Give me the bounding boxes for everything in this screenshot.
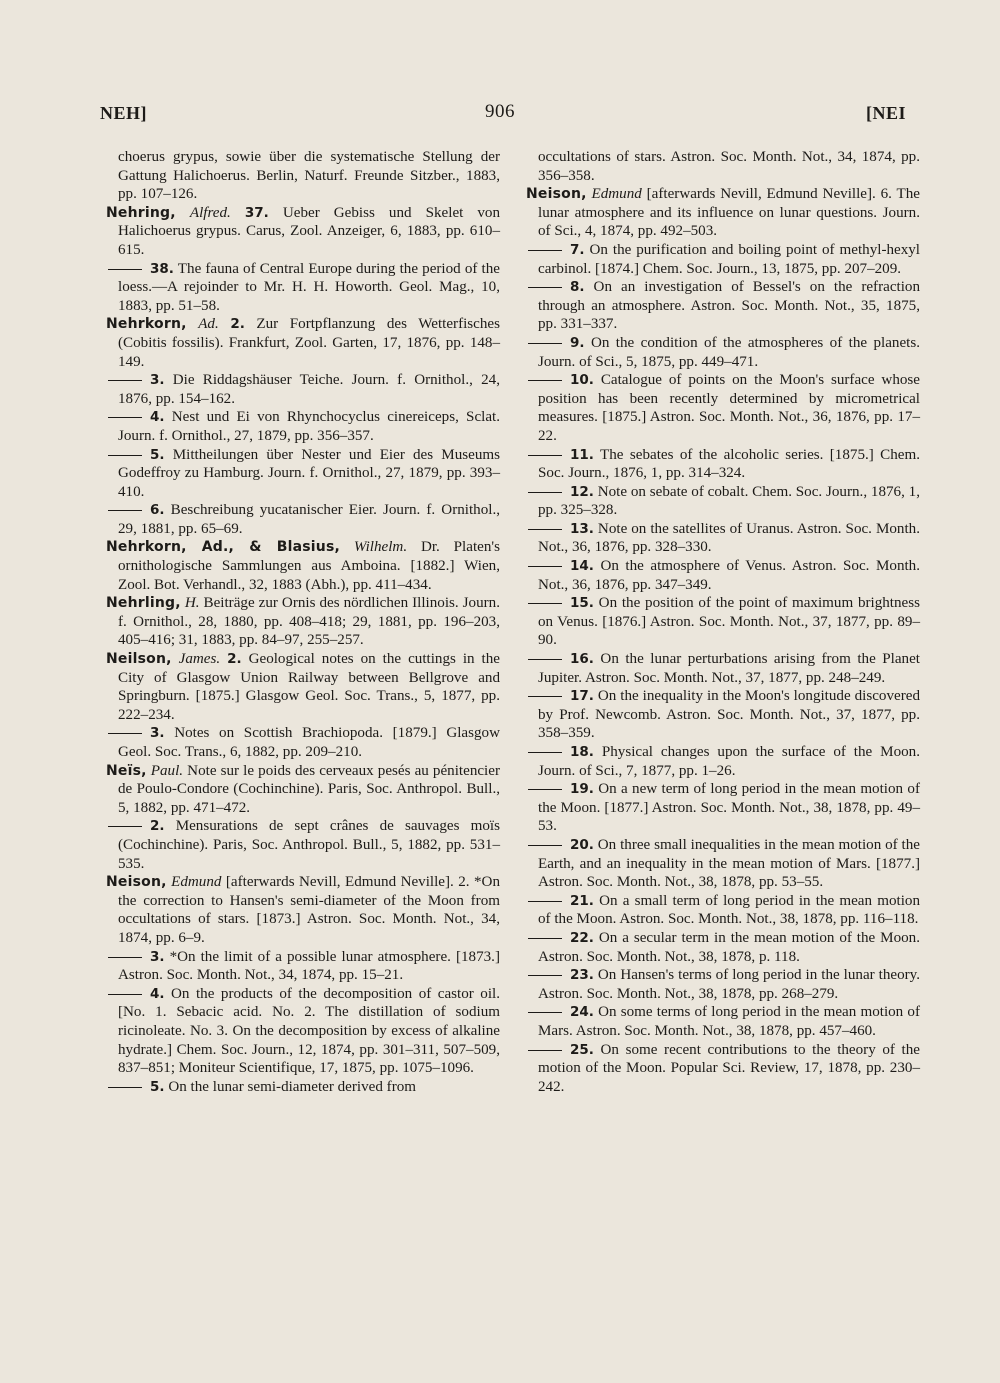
author-name: Nehring, <box>106 204 176 221</box>
bibliography-entry <box>526 836 920 892</box>
author-name: Nehrkorn, <box>106 316 187 333</box>
bibliography-entry <box>106 204 500 260</box>
ditto-dash <box>528 529 562 530</box>
entry-text: Zur Fortpflanzung des Wetterfisches (Cobitis fossilis). Frankfurt, Zool. Garten, 17, 1876, pp. 148–149. <box>118 316 500 370</box>
entry-text: Geological notes on the cuttings in the City of Glasgow Union Railway between Bellgrove and Springburn. [1875.] Glasgow Geol. Soc. Trans., 5, 1877, pp. 222–234. <box>118 651 500 723</box>
ditto-dash <box>108 1087 142 1088</box>
bibliography-entry <box>106 724 500 761</box>
author-name: Neilson, <box>106 651 172 668</box>
ditto-dash <box>528 566 562 567</box>
ditto-dash <box>528 1012 562 1013</box>
author-name: Nehrkorn, Ad., & Blasius, <box>106 539 341 556</box>
ditto-dash <box>528 343 562 344</box>
entry-text: Beiträge zur Ornis des nördlichen Illinois. Journ. f. Ornithol., 28, 1880, pp. 408–418; 29, 1881, pp. 196–203, 405–416; 31, 1883, pp. 84–97, 255–257. <box>118 595 501 649</box>
bibliography-entry <box>526 148 920 185</box>
right-column <box>526 148 920 1096</box>
author-given-name: Wilhelm. <box>353 539 408 556</box>
bibliography-entry <box>526 780 920 836</box>
bibliography-entry <box>526 650 920 687</box>
ditto-dash <box>108 994 142 995</box>
bibliography-entry <box>106 650 500 724</box>
entry-number: 12. <box>570 483 594 500</box>
ditto-dash <box>528 287 562 288</box>
entry-text: On the lunar perturbations arising from the Planet Jupiter. Astron. Soc. Month. Not., 37, 1877, pp. 248–249. <box>538 651 920 686</box>
bibliography-entry <box>526 892 920 929</box>
ditto-dash <box>108 380 142 381</box>
bibliography-entry <box>526 1041 920 1097</box>
entry-text: The fauna of Central Europe during the period of the loess.—A rejoinder to Mr. H. H. Howorth. Geol. Mag., 10, 1883, pp. 51–58. <box>118 260 500 314</box>
entry-text: On an investigation of Bessel's on the refraction through an atmosphere. Astron. Soc. Month. Not., 35, 1875, pp. 331–337. <box>538 279 920 333</box>
bibliography-entry <box>526 241 920 278</box>
bibliography-entry <box>106 260 500 316</box>
ditto-dash <box>528 1050 562 1051</box>
ditto-dash <box>108 455 142 456</box>
bibliography-entry <box>106 148 500 204</box>
entry-number: 4. <box>150 409 165 426</box>
bibliography-entry <box>526 371 920 445</box>
entry-text: Beschreibung yucatanischer Eier. Journ. f. Ornithol., 29, 1881, pp. 65–69. <box>118 502 500 537</box>
entry-number: 24. <box>570 1004 594 1021</box>
entry-number: 16. <box>570 651 594 668</box>
entry-number: 25. <box>570 1041 594 1058</box>
entry-number: 2. <box>150 818 165 835</box>
left-column <box>106 148 500 1096</box>
entry-text: Note on the satellites of Uranus. Astron. Soc. Month. Not., 36, 1876, pp. 328–330. <box>538 520 920 556</box>
entry-text: Mensurations de sept crânes de sauvages moïs (Cochinchine). Paris, Soc. Anthropol. Bull., 5, 1882, pp. 531–535. <box>118 818 500 872</box>
entry-number: 20. <box>570 836 594 853</box>
entry-number: 14. <box>570 558 594 575</box>
bibliography-entry <box>106 315 500 371</box>
entry-number: 2. <box>227 651 242 668</box>
bibliography-entry <box>526 557 920 594</box>
ditto-dash <box>108 826 142 827</box>
ditto-dash <box>528 789 562 790</box>
ditto-dash <box>528 901 562 902</box>
entry-text: Nest und Ei von Rhynchocyclus cinereiceps, Sclat. Journ. f. Ornithol., 27, 1879, pp. 356–357. <box>118 409 501 444</box>
entry-number: 21. <box>570 892 594 909</box>
entry-number: 10. <box>570 372 594 389</box>
author-name: Neison, <box>106 874 167 891</box>
ditto-dash <box>108 417 142 418</box>
entry-number: 3. <box>150 948 165 965</box>
author-given-name: H. <box>184 595 200 612</box>
entry-text: On three small inequalities in the mean motion of the Earth, and an inequality in the mean motion of Mars. [1877.] Astron. Soc. Month. Not., 38, 1878, pp. 53–55. <box>538 836 920 891</box>
bibliography-entry <box>526 483 920 520</box>
entry-text: On the lunar semi-diameter derived from <box>168 1078 417 1095</box>
entry-number: 3. <box>150 725 165 742</box>
bibliography-entry <box>526 520 920 557</box>
page-number: 906 <box>485 101 515 122</box>
author-given-name: Paul. <box>150 762 184 779</box>
entry-number: 2. <box>230 316 245 333</box>
entry-number: 3. <box>150 372 165 389</box>
ditto-dash <box>528 696 562 697</box>
entry-text: On some terms of long period in the mean motion of Mars. Astron. Soc. Month. Not., 38, 1878, pp. 457–460. <box>538 1004 920 1039</box>
entry-text: The sebates of the alcoholic series. [1875.] Chem. Soc. Journ., 1876, 1, pp. 314–324. <box>538 446 920 482</box>
entry-text: [afterwards Nevill, Edmund Neville]. 6. The lunar atmosphere and its influence on lunar questions. Journ. of Sci., 4, 1874, pp. 492–503. <box>538 186 920 240</box>
entry-text: On a small term of long period in the mean motion of the Moon. Astron. Soc. Month. Not., 38, 1878, pp. 116–118. <box>538 892 921 928</box>
bibliography-entry <box>106 594 500 650</box>
entry-number: 22. <box>570 929 594 946</box>
author-given-name: Ad. <box>198 316 219 333</box>
bibliography-entry <box>106 1078 500 1097</box>
entry-text: Dr. Platen's ornithologische Sammlungen aus Amboina. [1882.] Wien, Zool. Bot. Verhandl., 32, 1883 (Abh.), pp. 411–434. <box>118 539 500 593</box>
entry-number: 23. <box>570 967 594 984</box>
entry-number: 11. <box>570 446 594 463</box>
entry-text: On Hansen's terms of long period in the lunar theory. Astron. Soc. Month. Not., 38, 1878, pp. 268–279. <box>538 967 920 1002</box>
bibliography-entry <box>106 762 500 818</box>
ditto-dash <box>528 603 562 604</box>
ditto-dash <box>528 250 562 251</box>
ditto-dash <box>528 752 562 753</box>
entry-number: 5. <box>150 446 165 463</box>
bibliography-entry <box>106 817 500 873</box>
entry-text: On the condition of the atmospheres of the planets. Journ. of Sci., 5, 1875, pp. 449–471. <box>538 334 920 370</box>
bibliography-entry <box>106 873 500 947</box>
entry-number: 4. <box>150 985 165 1002</box>
bibliography-entry <box>526 278 920 334</box>
author-given-name: Alfred. <box>189 204 231 221</box>
entry-text: On the atmosphere of Venus. Astron. Soc. Month. Not., 36, 1876, pp. 347–349. <box>538 558 921 593</box>
bibliography-entry <box>106 446 500 502</box>
bibliography-entry <box>526 594 920 650</box>
entry-text: Ueber Gebiss und Skelet von Halichoerus grypus. Carus, Zool. Anzeiger, 6, 1883, pp. 610–615. <box>118 204 501 258</box>
author-name: Nehrling, <box>106 595 181 612</box>
entry-number: 7. <box>570 241 585 258</box>
entry-number: 6. <box>150 502 165 519</box>
bibliography-entry <box>106 501 500 538</box>
entry-number: 18. <box>570 744 594 760</box>
bibliography-entry <box>526 743 920 780</box>
ditto-dash <box>528 659 562 660</box>
bibliography-entry <box>526 446 920 483</box>
entry-text: *On the limit of a possible lunar atmosphere. [1873.] Astron. Soc. Month. Not., 34, 1874, pp. 15–21. <box>118 948 500 984</box>
entry-number: 19. <box>570 781 594 798</box>
entry-text: Note on sebate of cobalt. Chem. Soc. Journ., 1876, 1, pp. 325–328. <box>538 483 920 519</box>
author-given-name: Edmund <box>591 186 642 203</box>
ditto-dash <box>108 510 142 511</box>
bibliography-entry <box>106 408 500 445</box>
ditto-dash <box>528 380 562 381</box>
bibliography-entry <box>106 985 500 1078</box>
entry-text: On a secular term in the mean motion of the Moon. Astron. Soc. Month. Not., 38, 1878, p. 118. <box>538 929 920 965</box>
entry-text: On some recent contributions to the theory of the motion of the Moon. Popular Sci. Review, 17, 1878, pp. 230–242. <box>538 1041 920 1095</box>
entry-text: On a new term of long period in the mean motion of the Moon. [1877.] Astron. Soc. Month. Not., 38, 1878, pp. 49–53. <box>538 781 920 835</box>
entry-number: 17. <box>570 688 594 705</box>
bibliography-entry <box>526 185 920 241</box>
bibliography-entry <box>526 334 920 371</box>
entry-number: 37. <box>244 204 269 221</box>
ditto-dash <box>528 938 562 939</box>
bibliography-entry <box>106 538 500 594</box>
entry-number: 15. <box>570 595 594 612</box>
ditto-dash <box>108 733 142 734</box>
entry-text: choerus grypus, sowie über die systematische Stellung der Gattung Halichoerus. Berlin, Naturf. Freunde Sitzber., 1883, pp. 107–126. <box>118 149 500 203</box>
author-name: Neïs, <box>106 762 147 779</box>
author-given-name: Edmund <box>171 874 222 891</box>
entry-text: On the position of the point of maximum brightness on Venus. [1876.] Astron. Soc. Month. Not., 37, 1877, pp. 89–90. <box>538 595 920 649</box>
bibliography-entry <box>526 966 920 1003</box>
entry-text: Notes on Scottish Brachiopoda. [1879.] Glasgow Geol. Soc. Trans., 6, 1882, pp. 209–210. <box>118 725 500 760</box>
entry-text: On the inequality in the Moon's longitude discovered by Prof. Newcomb. Astron. Soc. Month. Not., 37, 1877, pp. 358–359. <box>538 688 920 742</box>
bibliography-entry <box>526 929 920 966</box>
bibliography-entry <box>106 948 500 985</box>
author-name: Neison, <box>526 186 587 203</box>
bibliography-entry <box>106 371 500 408</box>
entry-text: On the products of the decomposition of castor oil. [No. 1. Sebacic acid. No. 2. The distillation of sodium ricinoleate. No. 3. On the decomposition by excess of alkaline hydrate.] Chem. Soc. Journ., 12, 1874, pp. 301–311, 507–509, 837–851; Moniteur Scientifique, 17, 1875, pp. 1075–1096. <box>118 985 501 1077</box>
ditto-dash <box>528 492 562 493</box>
entry-text: On the purification and boiling point of methyl-hexyl carbinol. [1874.] Chem. Soc. Journ., 13, 1875, pp. 207–209. <box>538 241 921 277</box>
entry-text: Die Riddagshäuser Teiche. Journ. f. Ornithol., 24, 1876, pp. 154–162. <box>118 372 500 407</box>
entry-number: 38. <box>150 260 174 277</box>
entry-text: Physical changes upon the surface of the Moon. Journ. of Sci., 7, 1877, pp. 1–26. <box>538 744 920 779</box>
ditto-dash <box>528 975 562 976</box>
entry-number: 13. <box>570 520 594 537</box>
author-given-name: James. <box>178 651 221 668</box>
entry-text: occultations of stars. Astron. Soc. Month. Not., 34, 1874, pp. 356–358. <box>538 149 920 184</box>
entry-number: 5. <box>150 1078 165 1095</box>
ditto-dash <box>108 957 142 958</box>
entry-text: Note sur le poids des cerveaux pesés au pénitencier de Poulo-Condore (Cochinchine). Paris, Soc. Anthropol. Bull., 5, 1882, pp. 471–472. <box>118 762 500 816</box>
entry-number: 8. <box>570 279 585 296</box>
entry-text: Mittheilungen über Nester und Eier des Museums Godeffroy zu Hamburg. Journ. f. Ornithol., 27, 1879, pp. 393–410. <box>118 446 500 500</box>
bibliography-entry <box>526 1003 920 1040</box>
entry-text: [afterwards Nevill, Edmund Neville]. 2. *On the correction to Hansen's semi-diameter of the Moon from occultations of stars. [1873.] Astron. Soc. Month. Not., 34, 1874, pp. 6–9. <box>118 874 500 946</box>
running-head-right: [NEI <box>865 103 906 123</box>
entry-text: Catalogue of points on the Moon's surface whose position has been recently determined by micrometrical measures. [1875.] Astron. Soc. Month. Not., 36, 1876, pp. 17–22. <box>538 372 920 444</box>
ditto-dash <box>108 269 142 270</box>
running-head-left: NEH] <box>100 103 147 123</box>
bibliography-entry <box>526 687 920 743</box>
ditto-dash <box>528 845 562 846</box>
ditto-dash <box>528 455 562 456</box>
entry-number: 9. <box>570 334 585 351</box>
